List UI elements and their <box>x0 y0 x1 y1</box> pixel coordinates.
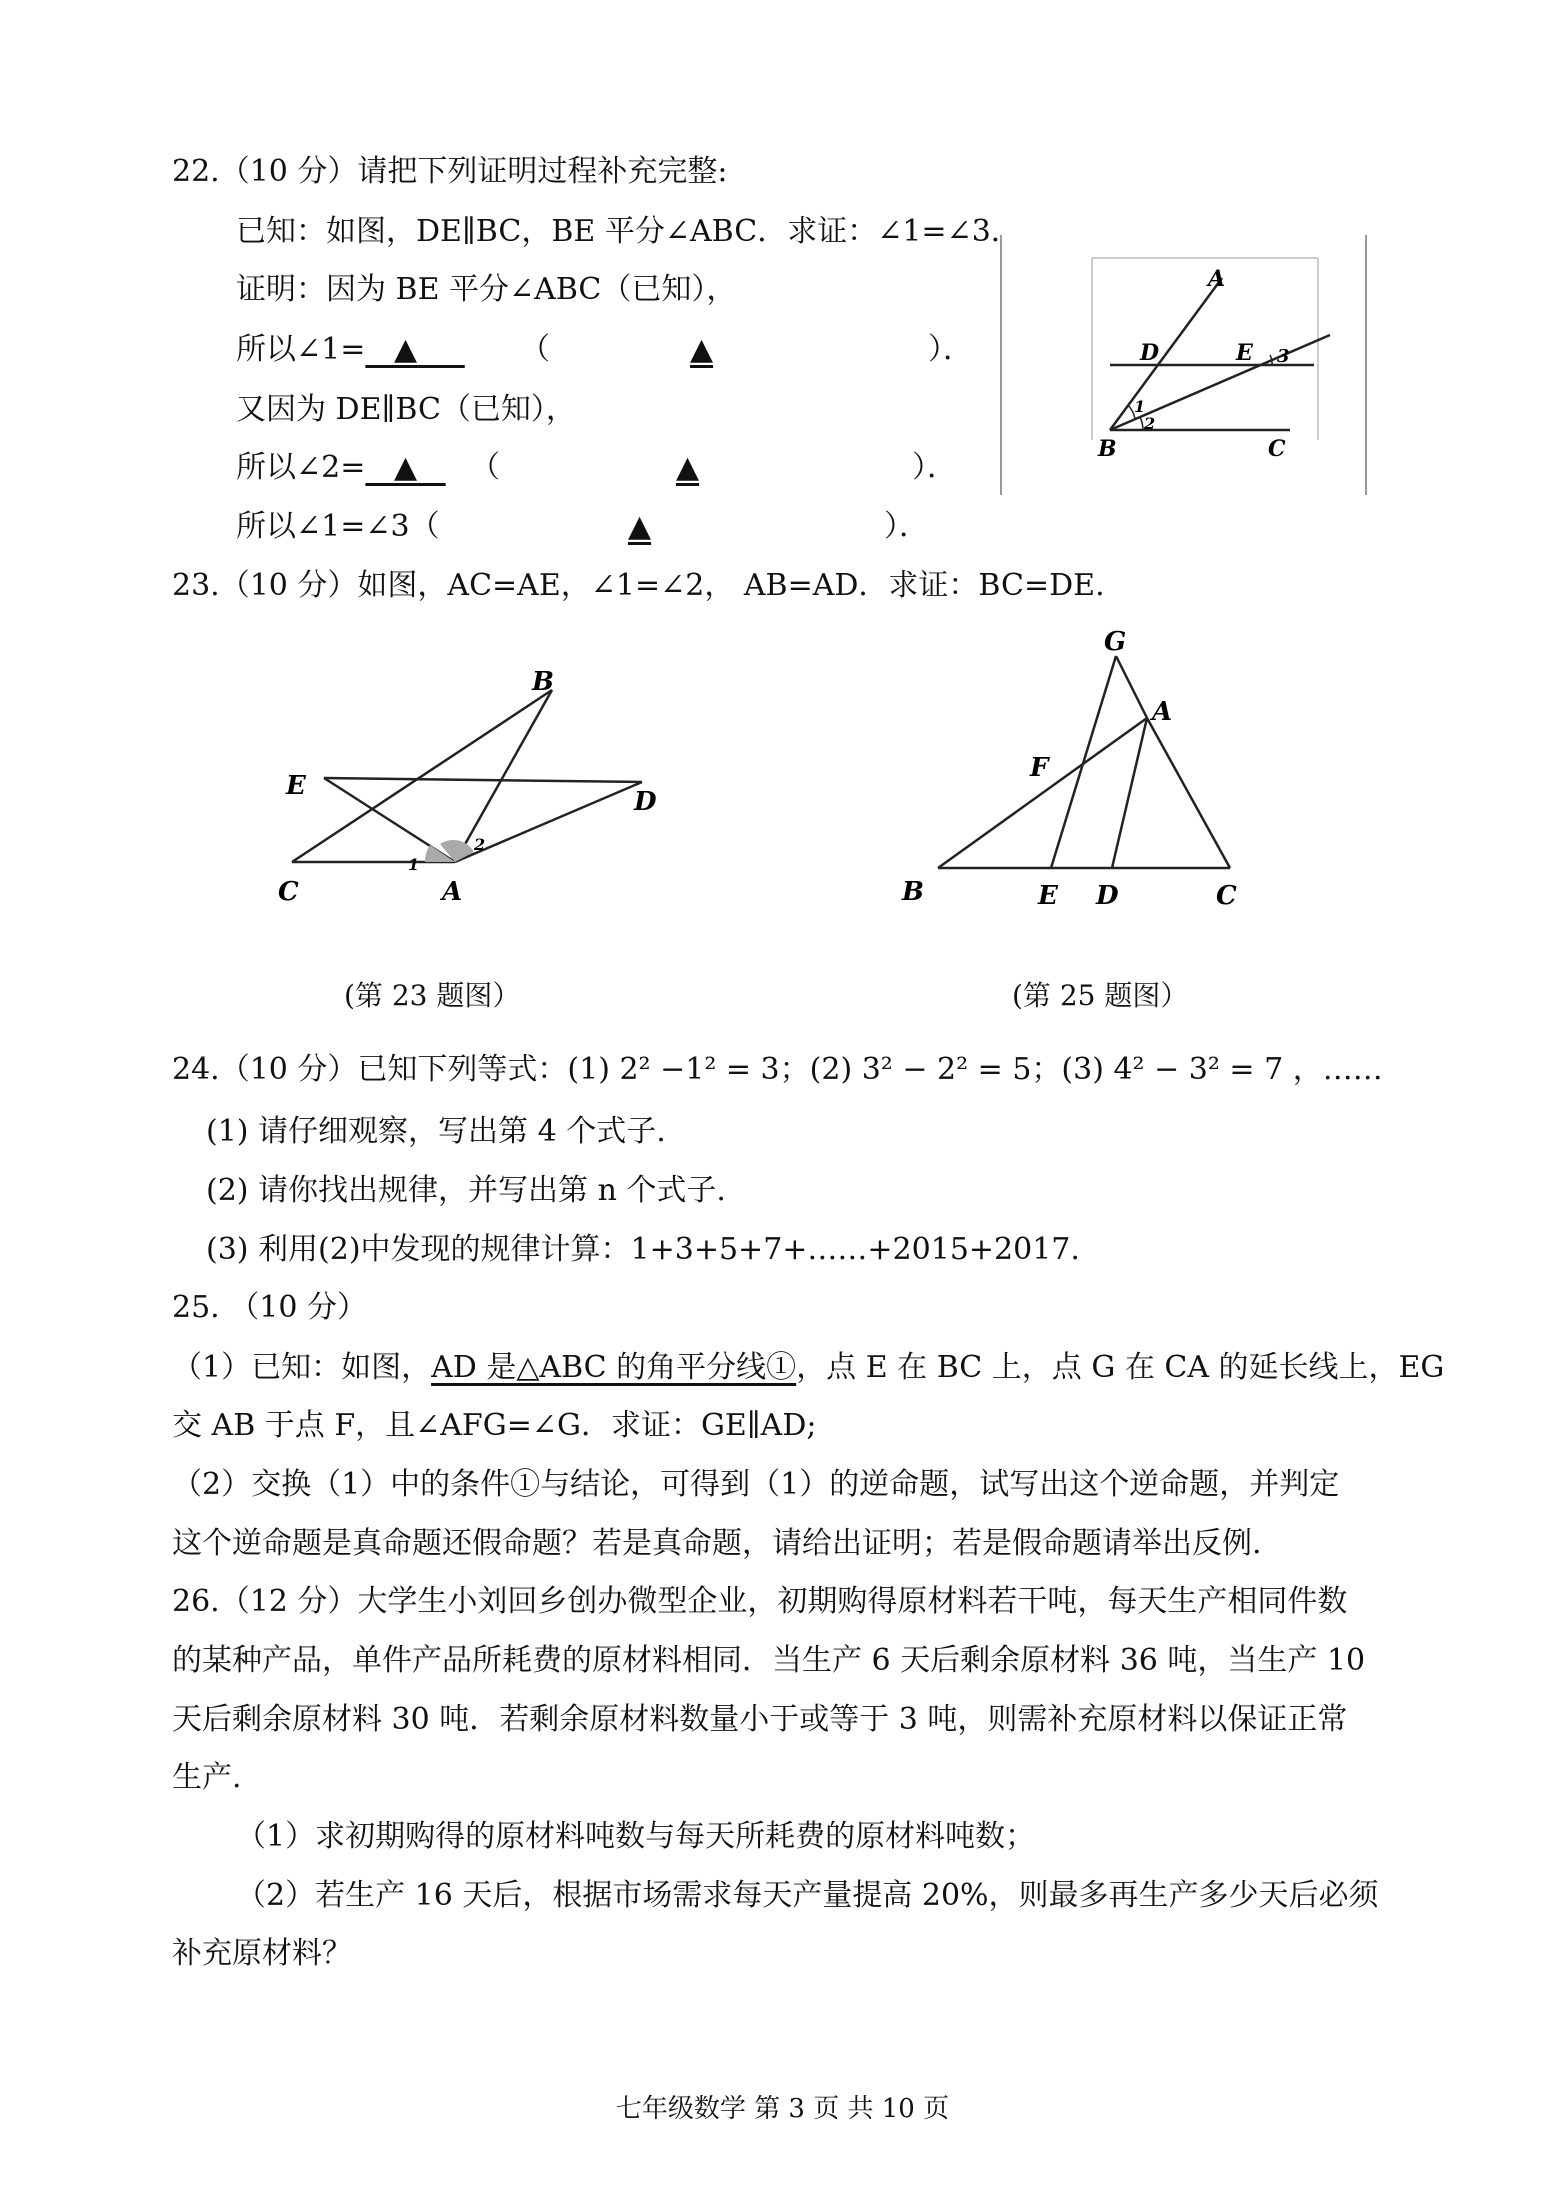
q26-line4: 生产. <box>172 1760 242 1795</box>
q25-part1-line1 <box>172 1348 1444 1388</box>
q24-title-prefix: 24.（10 分）已知下列等式： <box>172 1052 568 1087</box>
q22-step1-paren-open: （ <box>520 332 550 367</box>
q22-step2: 又因为 DE∥BC（已知）， <box>236 392 576 427</box>
label-c: C <box>1216 881 1237 911</box>
q22-step3-blank <box>365 450 445 485</box>
label-angle-2: 2 <box>474 835 486 854</box>
label-d: D <box>634 787 657 817</box>
blank-triangle-icon: ▲ <box>393 450 418 485</box>
q25-part1-underlined: AD 是△ABC 的角平分线① <box>431 1350 797 1385</box>
q26-sub2-line1: （2）若生产 16 天后，根据市场需求每天产量提高 20%，则最多再生产多少天后必须 <box>236 1878 1379 1913</box>
q24-item-2: (2) 请你找出规律，并写出第 n 个式子. <box>206 1173 726 1208</box>
label-b: B <box>532 667 554 697</box>
q22-step1-reason-marker: ▲ <box>690 332 714 367</box>
q25-figure <box>890 620 1290 920</box>
q24-item-3: (3) 利用(2)中发现的规律计算：1+3+5+7+……+2015+2017. <box>206 1232 1080 1267</box>
q25-part1-suffix: ，点 E 在 BC 上，点 G 在 CA 的延长线上，EG <box>796 1350 1445 1385</box>
q26-sub1: （1）求初期购得的原材料吨数与每天所耗费的原材料吨数； <box>236 1819 1036 1854</box>
q22-step4-reason-marker: ▲ <box>628 509 652 544</box>
q24-eq1: (1) 2² −1² = 3； <box>567 1052 810 1087</box>
label-b: B <box>1098 436 1117 462</box>
q22-step3-reason-marker: ▲ <box>676 450 700 485</box>
q22-title: 22.（10 分）请把下列证明过程补充完整: <box>172 154 728 189</box>
label-a: A <box>442 877 463 907</box>
q24-title <box>172 1050 1383 1090</box>
label-angle-2: 2 <box>1144 414 1156 433</box>
label-d: D <box>1096 881 1119 911</box>
q22-step3-paren-close: ）． <box>912 450 957 485</box>
q26-sub2-line2: 补充原材料？ <box>172 1936 352 1971</box>
label-angle-1: 1 <box>1134 397 1146 416</box>
q24-eq2: (2) 3² − 2² = 5； <box>809 1052 1062 1087</box>
q23-figure <box>270 660 690 920</box>
label-c: C <box>278 877 299 907</box>
label-a: A <box>1208 266 1226 292</box>
q25-title: 25. （10 分） <box>172 1290 367 1325</box>
q22-step3-paren-open: （ <box>470 450 500 485</box>
q24-item-1: (1) 请仔细观察，写出第 4 个式子. <box>206 1114 666 1149</box>
q22-given: 已知：如图，DE∥BC，BE 平分∠ABC．求证：∠1=∠3． <box>236 214 1021 249</box>
q24-eq3: (3) 4² − 3² = 7 ，…… <box>1061 1052 1383 1087</box>
label-angle-3: 3 <box>1277 346 1290 367</box>
label-e: E <box>286 771 306 801</box>
q22-step1 <box>236 330 465 370</box>
q23-title: 23.（10 分）如图，AC=AE，∠1=∠2， AB=AD．求证：BC=DE. <box>172 568 1105 603</box>
label-f: F <box>1030 753 1049 783</box>
q22-proof-start: 证明：因为 BE 平分∠ABC（已知）， <box>236 272 737 307</box>
q22-step4-prefix: 所以∠1=∠3（ <box>236 509 440 544</box>
q25-part2-line2: 这个逆命题是真命题还假命题？若是真命题，请给出证明；若是假命题请举出反例. <box>172 1526 1262 1561</box>
label-b: B <box>902 877 924 907</box>
label-e: E <box>1038 881 1058 911</box>
label-a: A <box>1152 697 1173 727</box>
q22-figure <box>1000 230 1380 500</box>
q22-step4-paren-close: ）． <box>884 509 929 544</box>
q25-part2-line1: （2）交换（1）中的条件①与结论，可得到（1）的逆命题，试写出这个逆命题，并判定 <box>172 1467 1340 1502</box>
q26-line2: 的某种产品，单件产品所耗费的原材料相同．当生产 6 天后剩余原材料 36 吨，当生产 10 <box>172 1643 1366 1678</box>
q22-step3-prefix: 所以∠2= <box>236 450 366 485</box>
q26-line3: 天后剩余原材料 30 吨．若剩余原材料数量小于或等于 3 吨，则需补充原材料以保证正常 <box>172 1702 1348 1737</box>
q25-part1-prefix: （1）已知：如图， <box>172 1350 432 1385</box>
q22-step1-prefix: 所以∠1= <box>236 332 366 367</box>
label-angle-1: 1 <box>408 855 420 874</box>
q25-part1-line2: 交 AB 于点 F，且∠AFG=∠G．求证：GE∥AD; <box>172 1408 817 1443</box>
page-footer: 七年级数学 第 3 页 共 10 页 <box>615 2094 950 2124</box>
label-d: D <box>1140 340 1160 366</box>
label-g: G <box>1104 627 1127 657</box>
label-e: E <box>1236 340 1253 366</box>
blank-triangle-icon: ▲ <box>393 332 418 367</box>
q22-step1-paren-close: ）． <box>928 332 973 367</box>
q26-line1: 26.（12 分）大学生小刘回乡创办微型企业，初期购得原材料若干吨，每天生产相同件数 <box>172 1584 1348 1619</box>
q25-caption: (第 25 题图） <box>1012 979 1189 1012</box>
q22-step3 <box>236 448 446 488</box>
label-c: C <box>1268 436 1286 462</box>
q22-step1-blank <box>365 332 464 367</box>
q23-caption: (第 23 题图） <box>344 979 521 1012</box>
